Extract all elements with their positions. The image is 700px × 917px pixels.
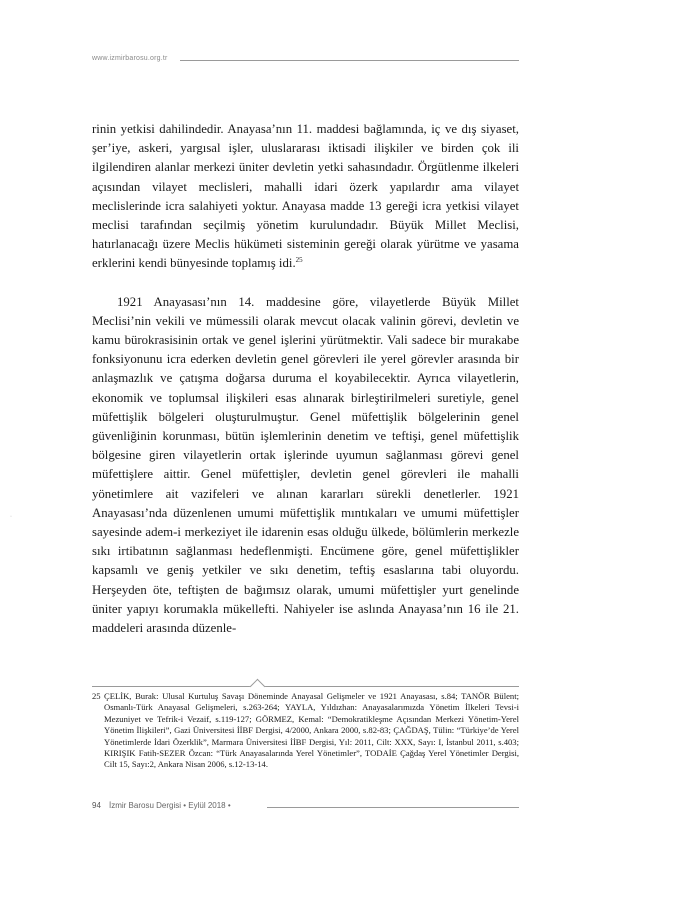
footnote-text: ÇELİK, Burak: Ulusal Kurtuluş Savaşı Döneminde Anayasal Gelişmeler ve 1921 Anayasası, s.84; TANÖR Bülent; Osmanlı-Türk Anayasal Gelişmeleri, s.263-264; YAYLA, Yıldızhan: Anayasalarımızda Yönetim İlkeleri Tevsi-i Mezuniyet ve Tefrik-i Vezaif, s.119-127; GÖRMEZ, Kemal: “Demokratikleşme Açısından Merkezi Yönetim-Yerel Yönetim İlişkileri”, Gazi Üniversitesi İİBF Dergisi, 4/2000, Ankara 2000, s.82-83; ÇAĞDAŞ, Tülin: “Türkiye’de Yerel Yönetimlerde İdari Özerklik”, Marmara Üniversitesi İİBF Dergisi, Yıl: 2011, Cilt: XXX, Sayı: I, İstanbul 2011, s.403; KIRIŞIK Fatih-SEZER Özcan: “Türk Anayasalarında Yerel Yönetimler”, TODAİE Çağdaş Yerel Yönetimler Dergisi, Cilt 15, Sayı:2, Ankara Nisan 2006, s.12-13-14. [104, 691, 519, 770]
page-number: 94 [92, 801, 101, 810]
main-text [92, 120, 519, 638]
footnote [92, 691, 519, 771]
paragraph-2: 1921 Anayasası’nın 14. maddesine göre, vilayetlerde Büyük Millet Meclisi’nin vekili ve mümessili olarak mevcut olacak valinin görevi, devletin ve kamu bürokrasisinin ortak ve genel işlerini yürütmektir. Vali sadece bir murakabe fonksiyonunu icra ederken devletin genel görevleri ile yerel görevler arasında bir anlaşmazlık ve çatışma doğarsa duruma el koyabilecektir. Ayrıca vilayetlerin, ekonomik ve toplumsal ilişkileri esas alınarak birleştirilmeleri suretiyle, genel müfettişlik bölgeleri oluşturulmuştur. Genel müfettişlik bölgelerinin genel güvenliğinin korunması, bütün işlemlerinin denetim ve teftişi, genel müfettişlik bölgesine giren vilayetlerin ortak işlerinde uyumun sağlanması görevi genel müfettişlere aittir. Genel müfettişler, devletin genel görevleri ile mahalli yönetimlere ait vazifeleri ve alınan kararları sürekli denetlerler. 1921 Anayasası’nda düzenlenen umumi müfettişlik mıntıkaları ve umumi müfettişler sayesinde adem-i merkeziyet ile idarenin esas olduğu ülkede, bölümlerin merkezle sıkı irtibatının sağlanması hedeflenmişti. Encümene göre, genel müfettişlikler kapsamlı ve geniş yetkiler ve sıkı denetim, teftiş esaslarına tabi oluyordu. Herşeyden öte, teftişten de bağımsız olarak, umumi müfettişler yurt genelinde üniter yapıyı korumakla mükellefti. Nahiyeler ise aslında Anayasa’nın 16 ile 21. maddeleri arasında düzenle- [92, 294, 519, 636]
margin-mark: · [10, 514, 12, 520]
header-url: www.izmirbarosu.org.tr [92, 55, 168, 62]
footer-rule [267, 807, 519, 808]
footnote-number: 25 [92, 691, 101, 701]
header-rule [180, 60, 519, 61]
journal-title: İzmir Barosu Dergisi • Eylül 2018 • [109, 801, 231, 810]
paragraph-1-text: rinin yetkisi dahilindedir. Anayasa’nın 11. maddesi bağlamında, iç ve dış siyaset, şer’iye, askeri, yargısal işler, uluslararası iktisadi ilişkiler ve birden çok ili ilgilendiren alanlar merkezi üniter devletin yetki sahasındadır. Örgütlenme ilkeleri açısından vilayet meclisleri, mahalli idari özerk yapılardır ama vilayet meclislerinde icra salahiyeti yoktur. Anayasa madde 13 gereği icra yetkisi vilayet meclisi tarafından seçilmiş yönetim kurulundadır. Büyük Millet Meclisi, hatırlanacağı üzere Meclis hükümeti sisteminin gereği olarak yürütme ve yasama erklerini kendi bünyesinde toplamış idi. [92, 122, 519, 271]
running-header [92, 55, 519, 67]
footnote-reference: 25 [295, 256, 303, 265]
running-footer [92, 801, 519, 813]
paragraph-1 [92, 120, 519, 274]
